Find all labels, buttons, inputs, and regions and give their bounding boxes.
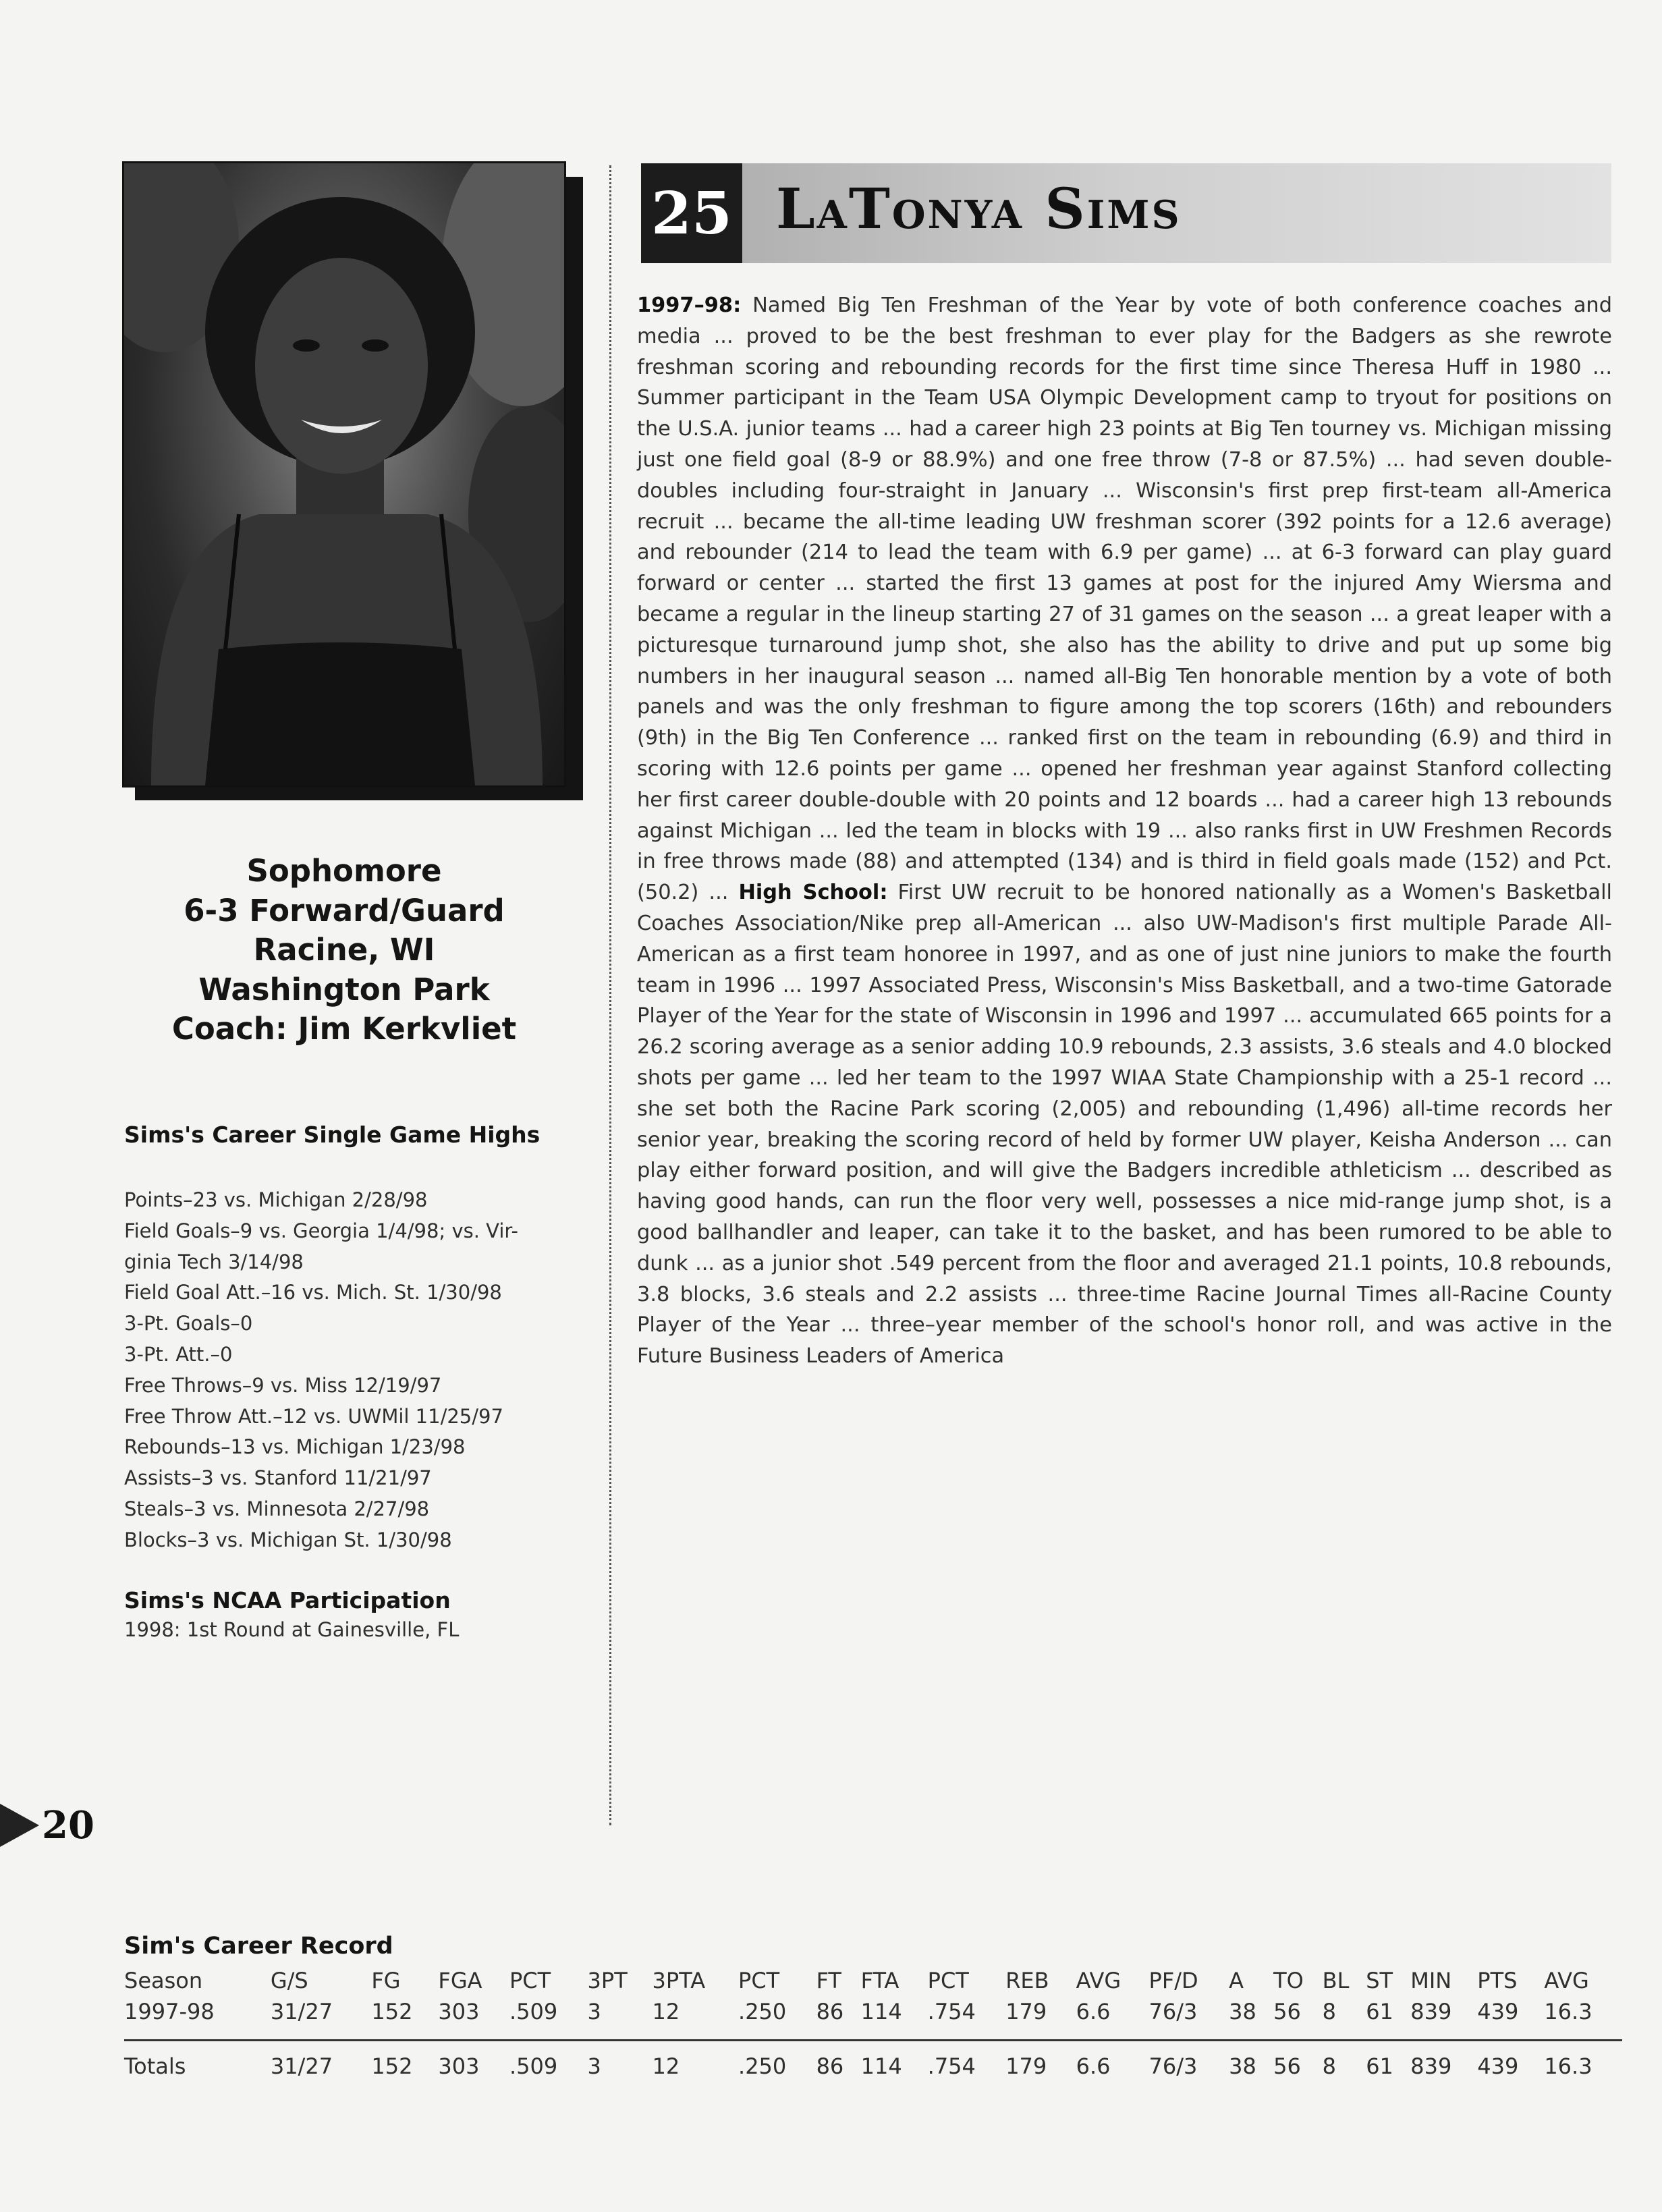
list-item: Blocks–3 vs. Michigan St. 1/30/98 [124,1528,452,1551]
jersey-number: 25 [641,163,742,263]
table-cell: .509 [509,1999,558,2024]
bio-text-high-school: First UW recruit to be honored nationally as a Women's Basketball Coaches Association/Nike prep all-American ... also UW-Madison's first multiple Parade All-American as a first team honoree in 1997, and as one of just nine juniors to make the fourth team in 1996 ... 1997 Associated Press, Wisconsin's Miss Basketball, and a two-time Gatorade Player of the Year for the state of Wisconsin in 1996 and 1997 ... accumulated 665 points for a 26.2 scoring average as a senior adding 10.9 rebounds, 2.3 assists, 3.6 steals and 4.0 blocked shots per game ... led her team to the 1997 WIAA State Championship with a 25-1 record ... she set both the Racine Park scoring (2,005) and rebounding (1,496) all-time records her senior year, breaking the scoring record of held by former UW player, Keisha Anderson ... can play either forward position, and will give the Badgers incredible athleticism ... described as having good hands, can run the floor very well, possesses a nice mid-range jump shot, is a good ballhandler and leaper, can take it to the basket, and has been rumored to be able to dunk ... as a junior shot .549 percent from the floor and averaged 21.1 points, 10.8 rebounds, 3.8 blocks, 3.6 steals and 2.2 assists ... three-time Racine Journal Times all-Racine County Player of the Year ... three–year member of the school's honor roll, and was active in the Future Business Leaders of America [637,881,1612,1368]
col-header: PCT [509,1968,551,1993]
player-name: LaTonya Sims [776,177,1182,242]
table-cell: 114 [860,1999,902,2024]
table-cell: Totals [124,2053,186,2079]
table-cell: 114 [860,2053,902,2079]
player-position: 6-3 Forward/Guard [184,892,505,929]
list-item: Field Goal Att.–16 vs. Mich. St. 1/30/98 [124,1281,502,1304]
table-cell: 12 [652,1999,680,2024]
table-cell: 152 [371,2053,413,2079]
table-cell: 38 [1229,1999,1256,2024]
highs-title: Sims's Career Single Game Highs [124,1122,541,1148]
col-header: 3PT [587,1968,628,1993]
col-header: ST [1366,1968,1393,1993]
table-cell: 61 [1366,2053,1393,2079]
table-cell: 839 [1410,1999,1452,2024]
table-cell: 31/27 [270,1999,333,2024]
table-cell: 8 [1322,2053,1337,2079]
col-header: Season [124,1968,203,1993]
table-cell: .250 [738,1999,787,2024]
col-header: BL [1322,1968,1350,1993]
career-record-table [124,1965,1622,2082]
col-header: AVG [1076,1968,1121,1993]
table-cell: 179 [1005,1999,1047,2024]
col-header: MIN [1410,1968,1452,1993]
ncaa-participation: 1998: 1st Round at Gainesville, FL [124,1618,460,1641]
table-cell: 38 [1229,2053,1256,2079]
table-cell: 16.3 [1544,2053,1592,2079]
table-cell: 76/3 [1148,2053,1198,2079]
player-info [123,852,565,1049]
col-header: TO [1273,1968,1304,1993]
player-bio [637,290,1612,1372]
table-cell: 31/27 [270,2053,333,2079]
col-header: FGA [438,1968,482,1993]
table-cell: 61 [1366,1999,1393,2024]
table-cell: 56 [1273,1999,1301,2024]
table-cell: 6.6 [1076,1999,1111,2024]
table-cell: 3 [587,2053,601,2079]
col-header: REB [1005,1968,1049,1993]
table-cell: 152 [371,1999,413,2024]
bio-text-season: Named Big Ten Freshman of the Year by vote of both conference coaches and media ... proved to be the best freshman to ever play for the Badgers as she rewrote freshman scoring and rebounding records for the first time since Theresa Huff in 1980 ... Summer participant in the Team USA Olympic Development camp to tryout for positions on the U.S.A. junior teams ... had a career high 23 points at Big Ten tourney vs. Michigan missing just one field goal (8-9 or 88.9%) and one free throw (7-8 or 87.5%) ... had seven double-doubles including four-straight in January ... Wisconsin's first prep first-team all-America recruit ... became the all-time leading UW freshman scorer (392 points for a 12.6 average) and rebounder (214 to lead the team with 6.9 per game) ... at 6-3 forward can play guard forward or center ... started the first 13 games at post for the injured Amy Wiersma and became a regular in the lineup starting 27 of 31 games on the season ... a great leaper with a picturesque turnaround jump shot, she also has the ability to drive and put up some big numbers in her inaugural season ... named all-Big Ten honorable mention by a vote of both panels and was the only freshman to figure among the top scorers (16th) and rebounders (9th) in the Big Ten Conference ... ranked first on the team in rebounding (6.9) and third in scoring with 12.6 points per game ... opened her freshman year against Stanford collecting her first career double-double with 20 points and 12 boards ... had a career high 13 rebounds against Michigan ... led the team in blocks with 19 ... also ranks first in UW Freshmen Records in free throws made (88) and attempted (134) and is third in field goals made (152) and Pct. (50.2) ... [637,294,1612,905]
col-header: PCT [738,1968,780,1993]
col-header: FT [816,1968,841,1993]
table-cell: .509 [509,2053,558,2079]
table-cell: 86 [816,2053,844,2079]
page-number [0,1803,94,1848]
col-header: 3PTA [652,1968,706,1993]
list-item: Field Goals–9 vs. Georgia 1/4/98; vs. Vir- [124,1219,518,1242]
player-hometown: Racine, WI [253,932,435,968]
list-item: 3-Pt. Goals–0 [124,1312,253,1335]
table-cell: 86 [816,1999,844,2024]
table-cell: .250 [738,2053,787,2079]
col-header: PTS [1477,1968,1518,1993]
list-item: Assists–3 vs. Stanford 11/21/97 [124,1466,432,1490]
table-row-totals [124,2041,1622,2082]
list-item: Free Throw Att.–12 vs. UWMil 11/25/97 [124,1404,503,1428]
col-header: G/S [270,1968,308,1993]
col-header: FTA [860,1968,899,1993]
list-item: 3-Pt. Att.–0 [124,1342,233,1366]
arrow-right-icon [0,1804,39,1847]
col-header: AVG [1544,1968,1589,1993]
table-cell: 6.6 [1076,2053,1111,2079]
ncaa-title: Sims's NCAA Participation [124,1587,451,1613]
player-class: Sophomore [246,853,442,889]
table-cell: .754 [927,2053,976,2079]
page-number-text: 20 [42,1803,94,1848]
table-cell: 8 [1322,1999,1337,2024]
table-cell: 439 [1477,2053,1519,2079]
player-high-school: Washington Park [198,971,490,1007]
table-cell: 1997-98 [124,1999,215,2024]
table-cell: 3 [587,1999,601,2024]
list-item: Rebounds–13 vs. Michigan 1/23/98 [124,1435,466,1459]
column-divider [609,165,611,1825]
table-cell: 76/3 [1148,1999,1198,2024]
table-cell: 179 [1005,2053,1047,2079]
player-photo [122,161,566,787]
table-cell: 12 [652,2053,680,2079]
table-cell: 56 [1273,2053,1301,2079]
player-portrait-icon [124,163,564,785]
list-item: Free Throws–9 vs. Miss 12/19/97 [124,1373,442,1397]
list-item: ginia Tech 3/14/98 [124,1250,304,1273]
table-cell: .754 [927,1999,976,2024]
col-header: PF/D [1148,1968,1198,1993]
table-cell: 303 [438,2053,480,2079]
table-cell: 839 [1410,2053,1452,2079]
list-item: Points–23 vs. Michigan 2/28/98 [124,1188,428,1211]
table-separator [124,2027,1622,2041]
player-coach: Coach: Jim Kerkvliet [171,1011,517,1047]
bio-heading-high-school: High School: [738,881,888,905]
bio-heading-season: 1997–98: [637,294,742,317]
col-header: A [1229,1968,1244,1993]
record-title: Sim's Career Record [124,1933,393,1960]
col-header: PCT [927,1968,969,1993]
table-header-row [124,1965,1622,1996]
table-cell: 303 [438,1999,480,2024]
highs-list [124,1185,556,1556]
table-row [124,1996,1622,2027]
table-cell: 16.3 [1544,1999,1592,2024]
table-cell: 439 [1477,1999,1519,2024]
col-header: FG [371,1968,401,1993]
list-item: Steals–3 vs. Minnesota 2/27/98 [124,1497,430,1520]
